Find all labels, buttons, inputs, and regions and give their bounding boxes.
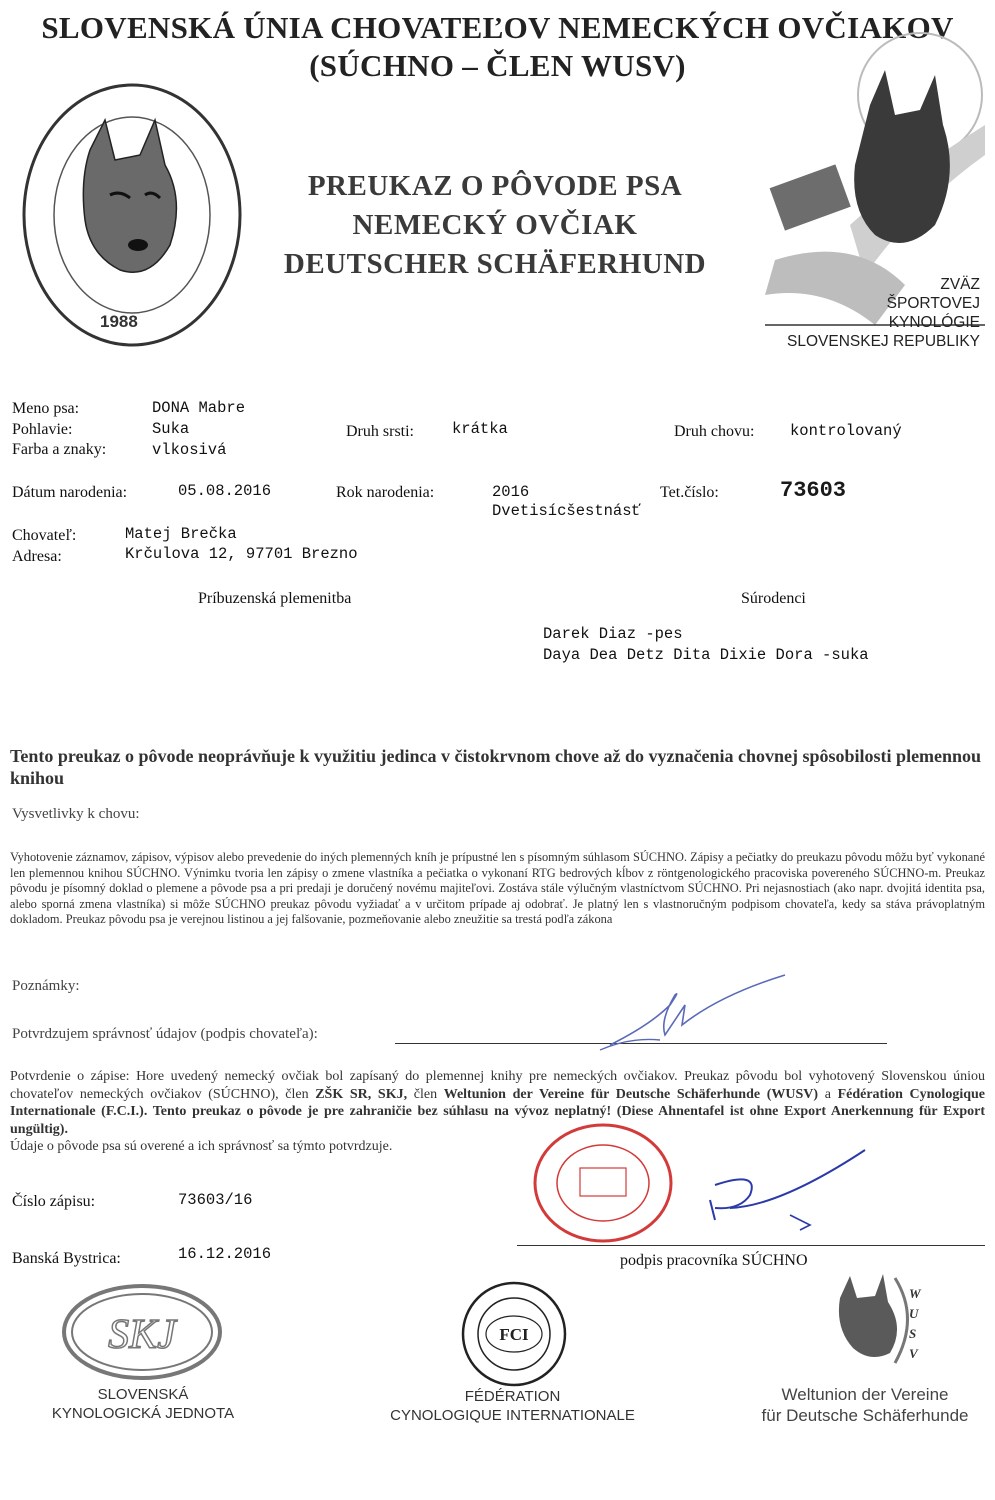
svg-text:S: S <box>909 1326 917 1341</box>
skj-logo <box>60 1282 225 1382</box>
zsk-logo-line2: ŠPORTOVEJ <box>886 295 980 312</box>
place-label: Banská Bystrica: <box>12 1250 121 1267</box>
skj-caption-line1: SLOVENSKÁ <box>97 1386 189 1403</box>
zsk-logo-line1: ZVÄZ <box>940 276 980 293</box>
document-title-line2: NEMECKÝ OVČIAK <box>352 209 638 241</box>
skj-caption <box>30 1385 256 1423</box>
breeding-notice: Tento preukaz o pôvode neoprávňuje k využitiu jedinca v čistokrvnom chove až do vyznačenia chovnej spôsobilosti plemennou knihou <box>10 746 982 788</box>
address-label: Adresa: <box>12 548 62 565</box>
sex-value: Suka <box>152 420 190 438</box>
zsk-sr-logo <box>755 25 990 355</box>
officer-signature <box>640 1130 870 1245</box>
zsk-logo-line4: SLOVENSKEJ REPUBLIKY <box>787 333 980 350</box>
dob-label: Dátum narodenia: <box>12 484 128 501</box>
fci-caption-line2: CYNOLOGIQUE INTERNATIONALE <box>390 1407 635 1424</box>
color-label: Farba a znaky: <box>12 441 107 458</box>
svg-text:V: V <box>909 1346 918 1361</box>
registration-text-bold2: Weltunion der Vereine für Deutsche Schäferhunde (WUSV) <box>443 1086 819 1102</box>
wusv-caption <box>740 1384 990 1426</box>
breeding-type-label: Druh chovu: <box>674 423 755 440</box>
siblings-line1: Darek Diaz -pes <box>543 625 683 643</box>
skj-caption-line2: KYNOLOGICKÁ JEDNOTA <box>51 1405 235 1422</box>
svg-text:W: W <box>909 1286 921 1301</box>
wusv-caption-line2: für Deutsche Schäferhunde <box>761 1406 969 1425</box>
registration-text-mid: člen <box>407 1086 444 1102</box>
suchno-seal-logo <box>20 80 245 350</box>
wusv-caption-line1: Weltunion der Vereine <box>781 1385 949 1404</box>
zsk-logo-line3: KYNOLÓGIE <box>888 314 980 331</box>
dog-name-value: DONA Mabre <box>152 399 246 417</box>
organization-subtitle: (SÚCHNO – ČLEN WUSV) <box>309 48 686 83</box>
seal-year: 1988 <box>100 312 138 331</box>
registration-number-value: 73603/16 <box>178 1191 253 1209</box>
siblings-label: Súrodenci <box>741 590 806 607</box>
breeding-type-value: kontrolovaný <box>790 422 902 440</box>
tattoo-value: 73603 <box>780 478 847 503</box>
fci-caption <box>370 1387 655 1425</box>
officer-signature-line <box>517 1245 985 1246</box>
document-title-line1: PREUKAZ O PÔVODE PSA <box>307 170 683 202</box>
registration-number-label: Číslo zápisu: <box>12 1193 96 1210</box>
breeder-value: Matej Brečka <box>125 525 237 543</box>
registration-text-plain: Potvrdenie o zápise: Hore uvedený nemecký ovčiak bol zapísaný do plemennej knihy pre nemeckých ovčiakov. Preukaz pôvodu bol vyhotovený Slovenskou úniou chovateľov nemeckých ovčiakov (SÚCHNO), člen <box>10 1069 985 1102</box>
birth-year-label: Rok narodenia: <box>336 484 435 501</box>
address-value: Krčulova 12, 97701 Brezno <box>125 545 358 563</box>
breeder-label: Chovateľ: <box>12 527 77 544</box>
coat-label: Druh srsti: <box>346 423 414 440</box>
svg-text:FCI: FCI <box>499 1325 529 1344</box>
dob-value: 05.08.2016 <box>178 482 272 500</box>
wusv-logo <box>825 1268 925 1368</box>
registration-text-bold1: ZŠK SR, SKJ, <box>315 1086 408 1102</box>
registration-text-bold3: Fédération Cynologique Internationale (F.C.I.). Tento preukaz o pôvode je pre zahraničie bez súhlasu na vývoz neplatný! (Diese Ahnentafel ist ohne Export Anerkennung für Export ungültig). <box>10 1086 986 1137</box>
svg-text:SKJ: SKJ <box>108 1312 176 1358</box>
tattoo-label: Tet.číslo: <box>660 484 719 501</box>
officer-signature-caption: podpis pracovníka SÚCHNO <box>620 1252 808 1269</box>
sex-label: Pohlavie: <box>12 421 73 438</box>
registration-text-mid2: a <box>818 1086 838 1102</box>
document-title-line3: DEUTSCHER SCHÄFERHUND <box>283 248 707 280</box>
registration-date-value: 16.12.2016 <box>178 1245 272 1263</box>
dog-name-label: Meno psa: <box>12 400 80 417</box>
svg-text:U: U <box>909 1306 919 1321</box>
birth-year-value: 2016 <box>492 483 530 501</box>
remarks-label: Poznámky: <box>12 978 80 994</box>
siblings-line2: Daya Dea Detz Dita Dixie Dora -suka <box>543 646 869 664</box>
fine-print-text: Vyhotovenie záznamov, zápisov, výpisov alebo prevedenie do iných plemenných kníh je prípustné len s písomným súhlasom SÚCHNO. Zápisy a pečiatky do preukazu pôvodu môžu byť vykonané len plemennou knihou SÚCHNO. Výnimku tvoria len zápisy o zmene vlastníka a pečiatka o vykonaní RTG bedrových kĺbov z röntgenologického pracoviska povereného SÚCHNO-m. Preukaz pôvodu je písomný doklad o plemene a pôvode psa a pri predaji je doručený novému majiteľovi. Zostáva stále výlučným vlastníctvom SÚCHNO. Pri nejasnostiach (ako napr. dvojitá identita psa, alebo sporná zmena vlastníka) si môže SÚCHNO preukaz pôvodu vyžiadať a v určitom prípade aj odobrať. Je platný len s vlastnoručným podpisom chovateľa, kedy sa stáva právoplatným dokladom. Preukaz pôvodu psa je verejnou listinou a jej falšovanie, pozmeňovanie alebo zneužitie sa trestá podľa zákona <box>10 850 985 926</box>
owner-signature <box>590 965 790 1060</box>
birth-year-words: Dvetisícšestnásť <box>492 502 641 520</box>
fci-caption-line1: FÉDÉRATION <box>464 1388 561 1405</box>
owner-confirm-label: Potvrdzujem správnosť údajov (podpis chovateľa): <box>12 1026 318 1042</box>
registration-text-last: Údaje o pôvode psa sú overené a ich správnosť sa týmto potvrdzuje. <box>10 1139 393 1154</box>
coat-value: krátka <box>452 420 508 438</box>
inbreeding-label: Príbuzenská plemenitba <box>198 590 352 607</box>
explanations-label: Vysvetlivky k chovu: <box>12 806 140 822</box>
fci-logo <box>458 1280 570 1388</box>
organization-name: SLOVENSKÁ ÚNIA CHOVATEĽOV NEMECKÝCH OVČIAKOV <box>41 10 954 45</box>
color-value: vlkosivá <box>152 441 227 459</box>
zsk-logo-text <box>787 275 980 351</box>
